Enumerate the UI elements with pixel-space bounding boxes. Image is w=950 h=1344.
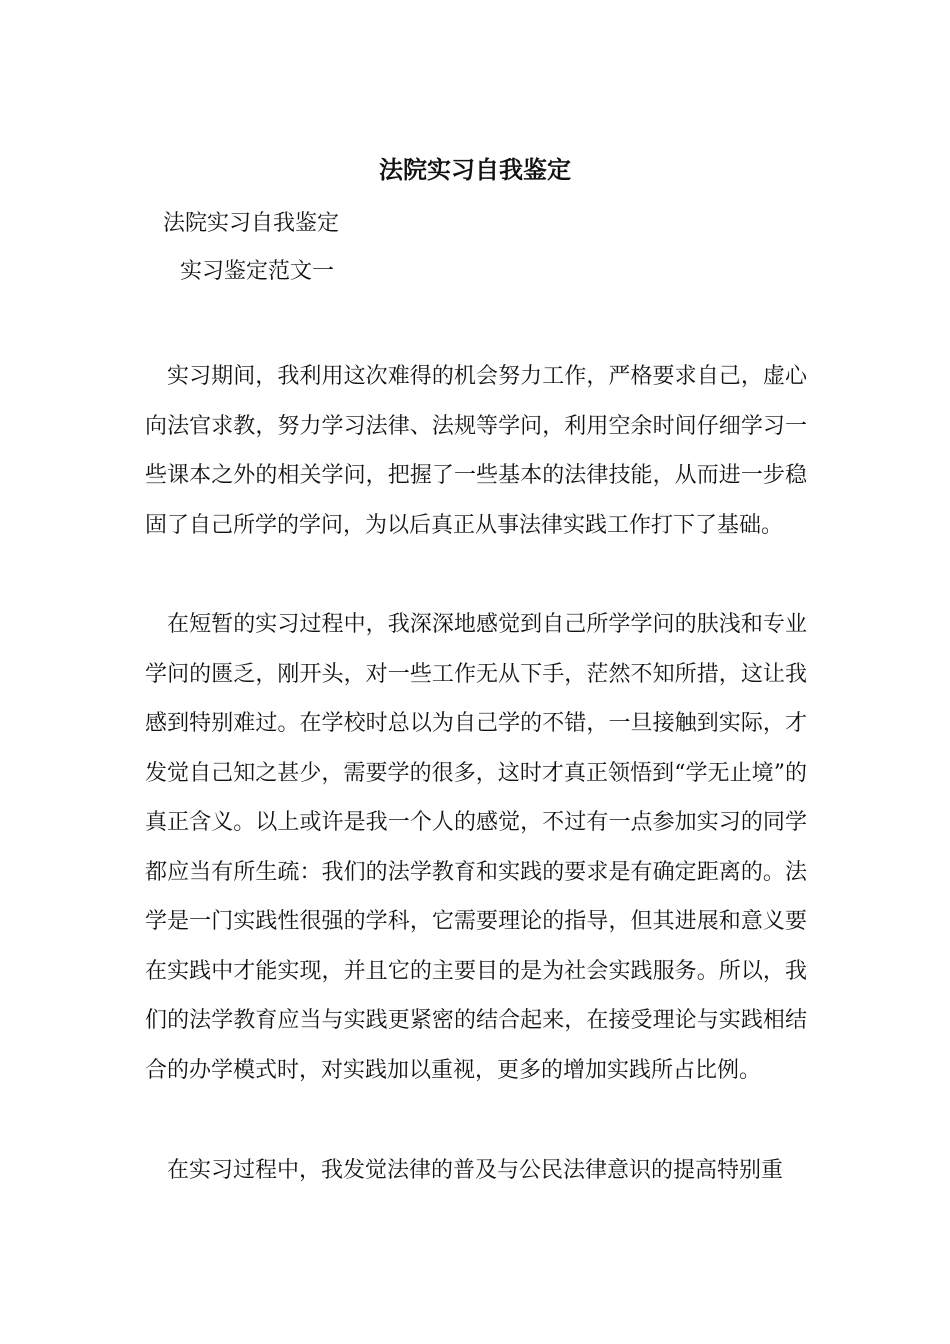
document-subtitle: 法院实习自我鉴定 <box>163 211 340 236</box>
document-title: 法院实习自我鉴定 <box>379 155 571 184</box>
body-paragraph: 实习期间，我利用这次难得的机会努力工作，严格要求自己，虚心向法官求教，努力学习法律、法规等学问，利用空余时间仔细学习一些课本之外的相关学问，把握了一些基本的法律技能，从而进一步稳固了自己所学的学问，为以后真正从事法律实践工作打下了基础。 <box>145 364 807 538</box>
sample-label: 实习鉴定范文一 <box>180 259 335 284</box>
body-paragraph: 在实习过程中，我发觉法律的普及与公民法律意识的提高特别重 <box>167 1158 784 1183</box>
body-paragraph: 在短暂的实习过程中，我深深地感觉到自己所学学问的肤浅和专业学问的匮乏，刚开头，对一些工作无从下手，茫然不知所措，这让我感到特别难过。在学校时总以为自己学的不错，一旦接触到实际，才发觉自己知之甚少，需要学的很多，这时才真正领悟到“学无止境”的真正含义。以上或许是我一个人的感觉，不过有一点参加实习的同学都应当有所生疏：我们的法学教育和实践的要求是有确定距离的。法学是一门实践性很强的学科，它需要理论的指导，但其进展和意义要在实践中才能实现，并且它的主要目的是为社会实践服务。所以，我们的法学教育应当与实践更紧密的结合起来，在接受理论与实践相结合的办学模式时，对实践加以重视，更多的增加实践所占比例。 <box>145 612 807 1083</box>
